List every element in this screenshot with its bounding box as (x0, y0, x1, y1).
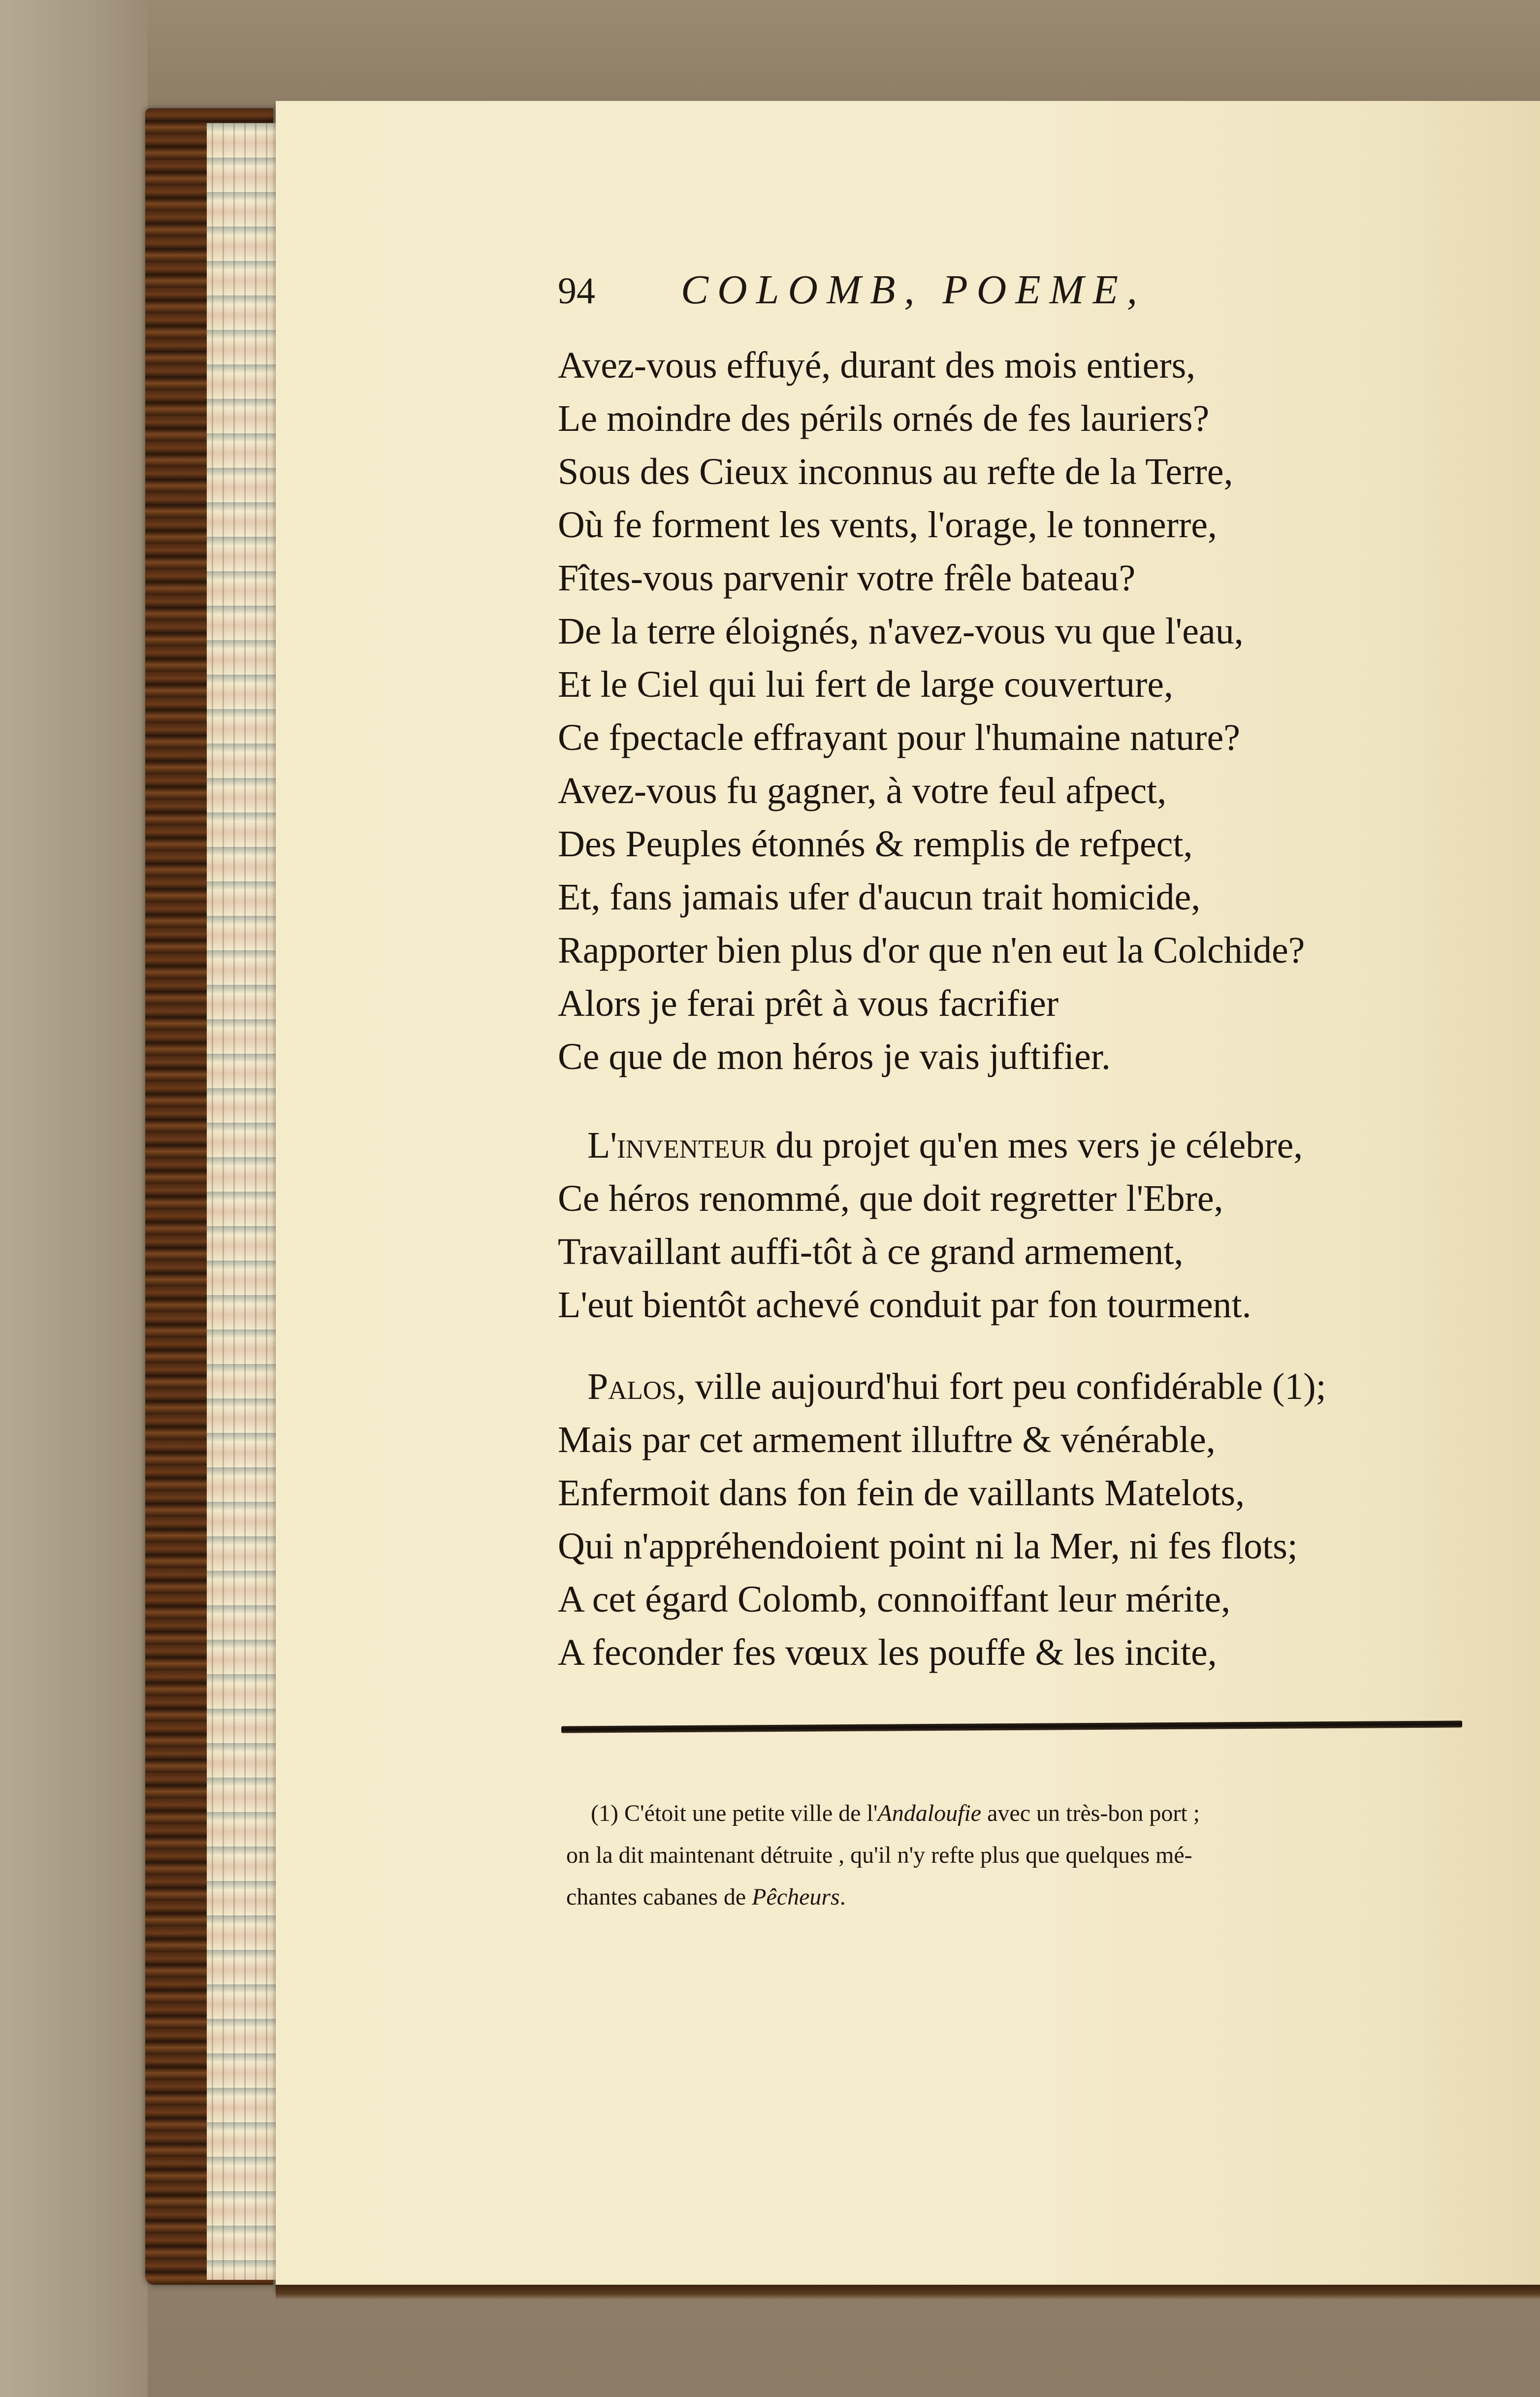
verse-line: De la terre éloignés, n'avez-vous vu que l'eau, (558, 611, 1244, 652)
verse-line-first (558, 1360, 1326, 1413)
verse-line: Le moindre des périls ornés de fes lauriers? (558, 398, 1210, 439)
background (0, 0, 148, 2397)
first-line-rest: du projet qu'en mes vers je célebre, (766, 1125, 1303, 1166)
lead-smallcaps: alos (608, 1366, 676, 1407)
lead-letter: P (587, 1366, 609, 1407)
footnote (566, 1792, 1487, 1918)
verse-line: Et, fans jamais ufer d'aucun trait homicide, (558, 876, 1201, 918)
page-bottom-shadow (276, 2285, 1540, 2300)
footnote-text: avec un très-bon port ; (981, 1800, 1200, 1826)
verse-line: A feconder fes vœux les pouffe & les incite, (558, 1632, 1217, 1673)
verse-line: Mais par cet armement illuftre & vénérable, (558, 1419, 1216, 1460)
footnote-line: on la dit maintenant détruite , qu'il n'y refte plus que quelques mé- (566, 1842, 1192, 1868)
verse-line: Alors je ferai prêt à vous facrifier (558, 983, 1059, 1024)
verse-line: Avez-vous fu gagner, à votre feul afpect, (558, 770, 1167, 811)
footnote-marker: (1) (591, 1800, 618, 1826)
stanza-1 (558, 339, 1305, 1083)
verse-line: Où fe forment les vents, l'orage, le tonnerre, (558, 504, 1217, 546)
verse-line: Des Peuples étonnés & remplis de refpect, (558, 823, 1193, 865)
stanza-2 (558, 1119, 1303, 1331)
verse-line: Ce héros renommé, que doit regretter l'Ebre, (558, 1178, 1223, 1219)
running-head: COLOMB, POEME, (681, 267, 1146, 313)
footnote-italic: Pêcheurs (752, 1884, 840, 1910)
verse-line: Avez-vous effuyé, durant des mois entiers, (558, 345, 1196, 386)
verse-line: Qui n'appréhendoient point ni la Mer, ni fes flots; (558, 1525, 1298, 1567)
verse-line: Et le Ciel qui lui fert de large couverture, (558, 664, 1174, 705)
page-number: 94 (558, 270, 595, 312)
footnote-italic: Andaloufie (877, 1800, 982, 1826)
verse-line: Rapporter bien plus d'or que n'en eut la Colchide? (558, 930, 1305, 971)
footnote-line (566, 1876, 1487, 1918)
first-line-rest: , ville aujourd'hui fort peu confidérable (1); (676, 1366, 1326, 1407)
footnote-text: chantes cabanes de (566, 1884, 752, 1910)
verse-line: A cet égard Colomb, connoiffant leur mérite, (558, 1579, 1231, 1620)
footnote-text: C'étoit une petite ville de l' (618, 1800, 878, 1826)
lead-smallcaps: inventeur (617, 1125, 767, 1166)
verse-line: L'eut bientôt achevé conduit par fon tourment. (558, 1284, 1251, 1326)
verse-line: Ce fpectacle effrayant pour l'humaine nature? (558, 717, 1240, 758)
verse-line: Travaillant auffi-tôt à ce grand armement, (558, 1231, 1184, 1272)
footnote-line (566, 1792, 1487, 1834)
verse-line: Sous des Cieux inconnus au refte de la Terre, (558, 451, 1233, 492)
verse-line: Fîtes-vous parvenir votre frêle bateau? (558, 557, 1136, 599)
stanza-3 (558, 1360, 1326, 1679)
verse-line: Enfermoit dans fon fein de vaillants Matelots, (558, 1472, 1245, 1514)
verse-line: Ce que de mon héros je vais juftifier. (558, 1036, 1111, 1077)
page-header (558, 266, 1146, 325)
footnote-text: . (839, 1884, 846, 1910)
lead-letter: L' (587, 1125, 617, 1166)
verse-line-first (558, 1119, 1303, 1172)
